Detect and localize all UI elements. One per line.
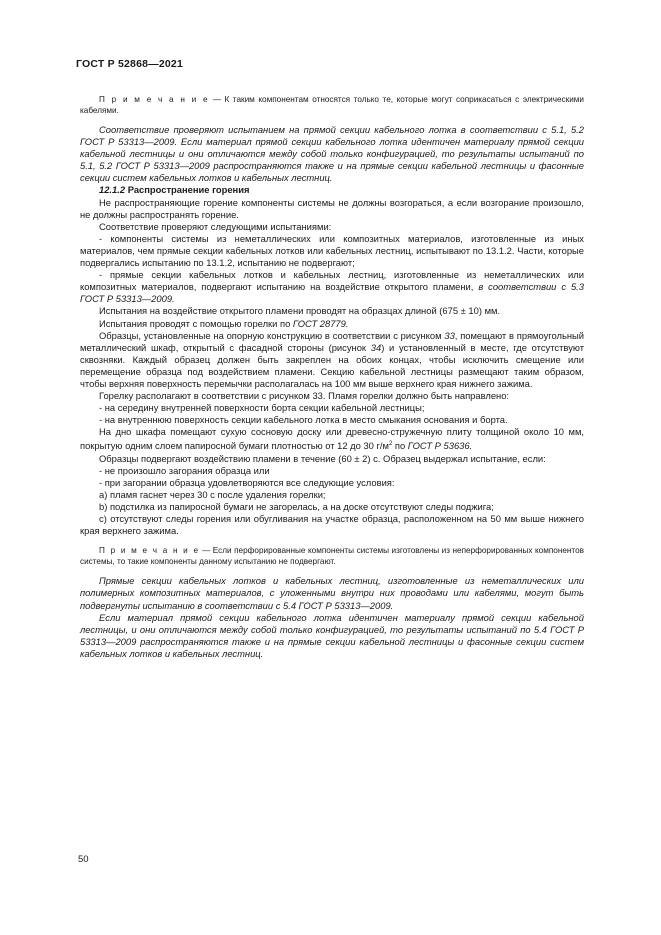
italic-paragraph: Прямые секции кабельных лотков и кабельных лестниц, изготовленные из неметаллических или полимерных композитных материалов, с уложенными внутри них проводами или кабелями, могут быть подвергнуты испытанию в соответствии с 5.4 ГОСТ Р 53313—2009. [80,575,584,611]
list-item-reference: в соответствии с 5.3 ГОСТ Р 53313—2009. [80,281,584,305]
board-superscript: 2 [388,441,393,448]
samples-text-3: ) и установленный в месте, где отсутствуют сквозняки. Каждый образец должен быть закреплен на обоих концах, чтобы исключить смещение или перемещение образца под воздействием пламени. Секцию кабельной лестницы размещают таким образом, чтобы верхняя поверхность перемычки располагалась на 100 мм выше верхнего края нижнего зажима. [80,341,584,389]
board-text-2: по [392,440,408,452]
note-text: — Если перфорированные компоненты системы изготовлены из неперфорированных компонентов системы, то такие компоненты данному испытанию не подвергают. [80,546,584,567]
note-paragraph [80,94,584,116]
note-text: — К таким компонентам относятся только те, которые могут соприкасаться с электрическими кабелями. [80,95,584,115]
burner-reference: ГОСТ 28779. [292,317,349,329]
list-item: с) отсутствуют следы горения или обугливания на участке образца, расположенном на 50 мм выше нижнего края верхнего зажима. [80,513,584,537]
no-ignition-paragraph: Не распространяющие горение компоненты системы не должны возгораться, а если возгорание произошло, не должны распространять горение. [80,196,584,220]
figure-ref-33: 33 [444,329,455,341]
sample-length-paragraph: Испытания на воздействие открытого пламени проводят на образцах длиной (675 ± 10) мм. [99,305,501,317]
list-item: - компоненты системы из неметаллических или композитных материалов, изготовленные из иных материалов, чем прямые секции кабельных лотков или кабельных лестниц, испытывают по 13.1.2. Части, которые подвергались испытанию по 13.1.2, испытанию не подвергают; [80,232,584,269]
note-paragraph [80,545,584,567]
burner-text: Испытания проводят с помощью горелки по [99,317,293,329]
list-item: - на середину внутренней поверхности борта секции кабельной лестницы; [99,402,425,414]
note-label: П р и м е ч а н и е [99,95,210,104]
board-text-1: На дно шкафа помещают сухую сосновую доску или древесно-стружечную плиту толщиной около 10 мм, покрытую одним слоем папиросной бумаги плотностью от 12 до 30 г/м [80,426,584,452]
list-item: - не произошло загорания образца или [99,464,270,476]
samples-paragraph [80,330,584,390]
burner-paragraph [80,318,584,330]
list-item: а) пламя гаснет через 30 с после удаления горелки; [99,488,326,500]
document-body [80,94,584,660]
section-number: 12.1.2 [99,184,126,196]
list-item: - при загорании образца удовлетворяются все следующие условия: [99,476,395,488]
section-title: Распространение горения [127,184,250,196]
exposure-paragraph: Образцы подвергают воздействию пламени в течение (60 ± 2) с. Образец выдержал испытание, если: [99,452,546,464]
burner-position-paragraph: Горелку располагают в соответствии с рисунком 33. Пламя горелки должно быть направлено: [99,390,510,402]
note-label: П р и м е ч а н и е [99,546,200,556]
section-heading [80,184,584,196]
page-number: 50 [78,854,89,865]
list-item-text: - прямые секции кабельных лотков и кабельных лестниц, изготовленные из неметаллических или композитных материалов, подвергают испытанию на воздействие открытого пламени, [80,269,584,293]
figure-ref-34: 34 [370,341,382,353]
document-code-header: ГОСТ Р 52868—2021 [76,58,184,70]
samples-text-2: , помещают в прямоугольный металлический шкаф, открытый с фасадной стороны (рисунок [80,329,584,353]
tests-intro-paragraph: Соответствие проверяют следующими испытаниями: [99,220,332,232]
list-item: - на внутреннюю поверхность секции кабельного лотка в место смыкания основания и борта. [99,414,508,426]
conformity-paragraph: Соответствие проверяют испытанием на прямой секции кабельного лотка в соответствии с 5.1, 5.2 ГОСТ Р 53313—2009. Если материал прямой секции кабельного лотка идентичен материалу прямой секции кабельной лестницы и они отличаются между собой только конфигурацией, то результаты испытаний по 5.1, 5.2 ГОСТ Р 53313—2009 распространяются также и на прямые секции кабельной лестницы и фасонные секции систем кабельных лотков и кабельных лестниц. [80,124,584,184]
board-reference: ГОСТ Р 53636. [407,440,473,452]
board-paragraph [80,426,584,452]
samples-text-1: Образцы, установленные на опорную конструкцию в соответствии с рисунком [99,329,445,341]
italic-paragraph: Если материал прямой секции кабельного лотка идентичен материалу прямой секции кабельной лестницы, и они отличаются между собой только конфигурацией, то результаты испытаний по 5.4 ГОСТ Р 53313—2009 распространяются также и на прямые секции кабельной лестницы и фасонные секции систем кабельных лотков и кабельных лестниц. [80,611,584,659]
list-item [80,269,584,305]
list-item: b) подстилка из папиросной бумаги не загорелась, а на доске отсутствуют следы поджига; [99,501,494,513]
